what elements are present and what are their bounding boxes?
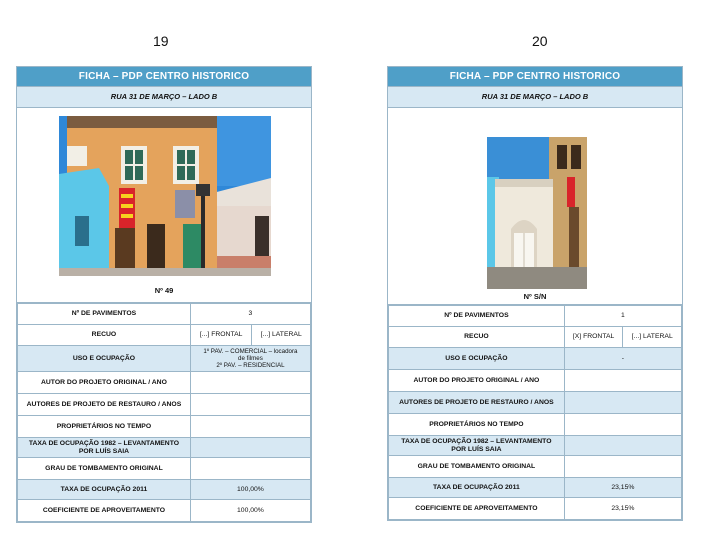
recuo-frontal: [X] FRONTAL [564, 327, 623, 348]
recuo-lateral: [...] LATERAL [252, 325, 311, 346]
row-taxa-1982 [18, 438, 311, 458]
row-restauro [389, 392, 682, 414]
taxa-1982-label-line-2: POR LUÍS SAIA [78, 447, 130, 455]
coeficiente-label: COEFICIENTE DE APROVEITAMENTO [18, 500, 191, 522]
row-taxa-1982 [389, 436, 682, 456]
taxa-2011-value: 100,00% [190, 480, 310, 500]
row-recuo [18, 325, 311, 346]
ficha-header: FICHA – PDP CENTRO HISTORICO [17, 67, 311, 86]
coeficiente-value: 100,00% [190, 500, 310, 522]
row-proprietarios [389, 414, 682, 436]
uso-line-2: de filmes [238, 355, 263, 362]
row-autor [18, 372, 311, 394]
ficha-header: FICHA – PDP CENTRO HISTORICO [388, 67, 682, 86]
autor-label: AUTOR DO PROJETO ORIGINAL / ANO [18, 372, 191, 394]
building-number: Nº 49 [154, 286, 174, 295]
page-number-20: 20 [532, 33, 548, 49]
proprietarios-label: PROPRIETÁRIOS NO TEMPO [18, 416, 191, 438]
ficha-sheet-right [387, 66, 683, 521]
taxa-2011-label: TAXA DE OCUPAÇÃO 2011 [389, 478, 565, 498]
row-taxa-2011 [18, 480, 311, 500]
row-recuo [389, 327, 682, 348]
row-uso [389, 348, 682, 370]
street-label: RUA 31 DE MARÇO – LADO B [17, 86, 311, 108]
taxa-1982-label [389, 436, 565, 456]
recuo-label: RECUO [389, 327, 565, 348]
taxa-1982-value [564, 436, 681, 456]
grau-value [564, 456, 681, 478]
coeficiente-value: 23,15% [564, 498, 681, 520]
grau-value [190, 458, 310, 480]
pavimentos-label: Nº DE PAVIMENTOS [18, 304, 191, 325]
restauro-value [564, 392, 681, 414]
photo-section [17, 108, 311, 303]
restauro-label: AUTORES DE PROJETO DE RESTAURO / ANOS [18, 394, 191, 416]
building-number: Nº S/N [523, 292, 547, 301]
taxa-1982-label-line-2: POR LUÍS SAIA [451, 445, 502, 453]
row-uso [18, 346, 311, 372]
restauro-label: AUTORES DE PROJETO DE RESTAURO / ANOS [389, 392, 565, 414]
ficha-sheet-left [16, 66, 312, 523]
taxa-1982-value [190, 438, 310, 458]
taxa-1982-label-line-1: TAXA DE OCUPAÇÃO 1982 – LEVANTAMENTO [401, 437, 552, 445]
ficha-table [388, 305, 682, 520]
ficha-table [17, 303, 311, 522]
taxa-2011-label: TAXA DE OCUPAÇÃO 2011 [18, 480, 191, 500]
page-number-19: 19 [153, 33, 169, 49]
row-proprietarios [18, 416, 311, 438]
taxa-1982-label-line-1: TAXA DE OCUPAÇÃO 1982 – LEVANTAMENTO [28, 439, 180, 447]
grau-label: GRAU DE TOMBAMENTO ORIGINAL [18, 458, 191, 480]
proprietarios-label: PROPRIETÁRIOS NO TEMPO [389, 414, 565, 436]
proprietarios-value [564, 414, 681, 436]
uso-label: USO E OCUPAÇÃO [389, 348, 565, 370]
taxa-2011-value: 23,15% [564, 478, 681, 498]
autor-value [190, 372, 310, 394]
recuo-label: RECUO [18, 325, 191, 346]
row-coeficiente [18, 500, 311, 522]
row-taxa-2011 [389, 478, 682, 498]
taxa-1982-label [18, 438, 191, 458]
recuo-lateral: [...] LATERAL [623, 327, 682, 348]
building-photo [59, 116, 271, 276]
restauro-value [190, 394, 310, 416]
uso-value [190, 346, 310, 372]
uso-value: - [564, 348, 681, 370]
row-pavimentos [389, 306, 682, 327]
row-grau [389, 456, 682, 478]
coeficiente-label: COEFICIENTE DE APROVEITAMENTO [389, 498, 565, 520]
row-restauro [18, 394, 311, 416]
row-autor [389, 370, 682, 392]
grau-label: GRAU DE TOMBAMENTO ORIGINAL [389, 456, 565, 478]
pavimentos-value: 1 [564, 306, 681, 327]
pavimentos-value: 3 [190, 304, 310, 325]
row-grau [18, 458, 311, 480]
proprietarios-value [190, 416, 310, 438]
recuo-frontal: [...] FRONTAL [190, 325, 252, 346]
uso-line-3: 2º PAV. – RESIDENCIAL [216, 362, 285, 369]
photo-section [388, 108, 682, 305]
street-label: RUA 31 DE MARÇO – LADO B [388, 86, 682, 108]
pavimentos-label: Nº DE PAVIMENTOS [389, 306, 565, 327]
uso-line-1: 1º PAV. – COMERCIAL – locadora [203, 348, 298, 355]
autor-value [564, 370, 681, 392]
uso-label: USO E OCUPAÇÃO [18, 346, 191, 372]
row-coeficiente [389, 498, 682, 520]
row-pavimentos [18, 304, 311, 325]
building-photo [487, 137, 587, 289]
autor-label: AUTOR DO PROJETO ORIGINAL / ANO [389, 370, 565, 392]
